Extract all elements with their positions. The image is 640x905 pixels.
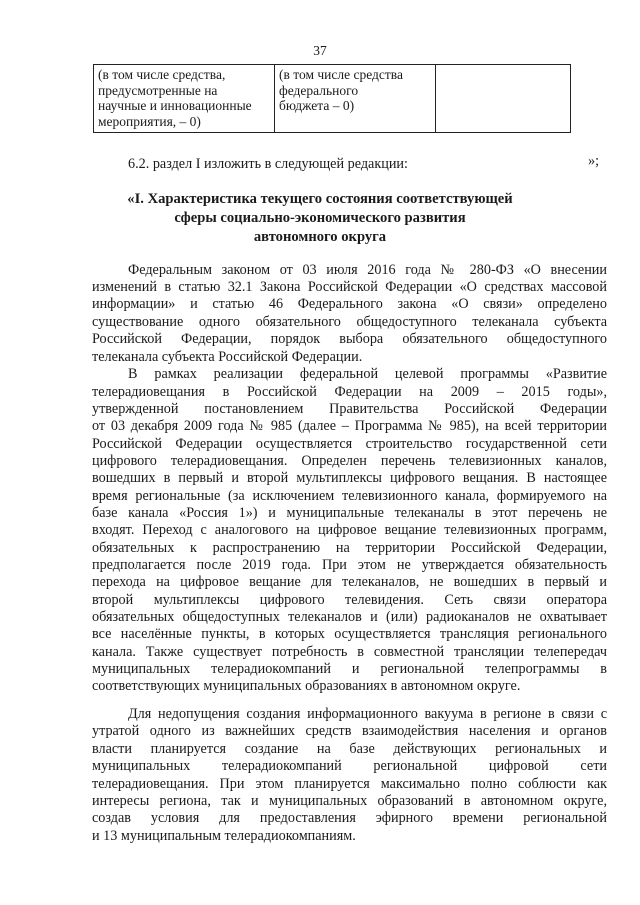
text-line: телерадиовещания. При этом планируется максимально полно соблюсти как — [92, 776, 607, 792]
table-cell-empty — [436, 65, 571, 133]
text-line: утратой одного из важнейших средств взаимодействия населения и органов — [92, 723, 607, 739]
text-line: перехода на цифровое вещание для телеканалов, не вошедших в первый и — [92, 574, 607, 590]
text-line: создав условия для предоставления эфирного времени региональной — [92, 810, 607, 826]
text-line: входят. Переход с аналогового на цифровое вещание телевизионных программ, — [92, 522, 607, 538]
cell-line: (в том числе средства, — [98, 67, 226, 82]
text-line: обязательных к распространению на территории Российской Федерации, — [92, 540, 607, 556]
text-line: второй мультиплексы цифрового телевидения. Сеть связи оператора — [92, 592, 607, 608]
text-line: канала. Также существует потребность в совместной трансляции телепередач — [92, 644, 607, 660]
section-intro: 6.2. раздел I изложить в следующей редакции: — [128, 156, 408, 172]
text-line: обязательных общедоступных телеканалов и (или) радиоканалов не охватывает — [92, 609, 607, 625]
text-line: муниципальных телерадиокомпаний региональной цифровой сети — [92, 758, 607, 774]
text-line: утвержденной постановлением Правительства Российской Федерации — [92, 401, 607, 417]
text-line: телеканала субъекта Российской Федерации. — [92, 349, 363, 365]
text-line: все населённые пункты, в которых осуществляется трансляция регионального — [92, 626, 607, 642]
text-line: вошедших в первый и второй мультиплексы цифрового вещания. В настоящее — [92, 470, 607, 486]
text-line: Для недопущения создания информационного вакуума в регионе в связи с — [128, 706, 607, 722]
text-line: соответствующих муниципальных образованиях в автономном округе. — [92, 678, 521, 694]
cell-line: предусмотренные на — [98, 82, 218, 98]
text-line: власти планируется создание на базе действующих региональных и — [92, 741, 607, 757]
cell-line: бюджета – 0) — [279, 98, 355, 113]
text-line: Российской Федерации осуществляется строительство государственной сети — [92, 436, 607, 452]
text-line: Российской Федерации, порядок выбора обязательного общедоступного — [92, 331, 607, 347]
text-line: базе канала «Россия 1») и муниципальные телеканалы в этот перечень не — [92, 505, 607, 521]
cell-line: федерального — [279, 82, 359, 98]
text-line: время региональные (за исключением телевизионного канала, формируемого на — [92, 488, 607, 504]
text-line: изменений в статью 32.1 Закона Российской Федерации «О средствах массовой — [92, 279, 607, 295]
text-line: от 03 декабря 2009 года № 985 (далее – Программа № 985), на всей территории — [92, 418, 607, 434]
text-line: муниципальных телерадиокомпаний и региональной телепрограммы в — [92, 661, 607, 677]
page-number: 37 — [313, 43, 327, 58]
cell-line: научные и инновационные — [98, 98, 252, 113]
table-cell — [275, 65, 436, 133]
quote-end: »; — [588, 153, 600, 169]
text-line: В рамках реализации федеральной целевой программы «Развитие — [128, 366, 607, 382]
budget-table — [93, 64, 571, 133]
text-line: Федеральным законом от 03 июля 2016 года № 280-ФЗ «О внесении — [128, 262, 607, 278]
section-heading-line: сферы социально-экономического развития — [174, 210, 466, 226]
text-line: информации» и статью 46 Федерального закона «О связи» определено — [92, 296, 607, 312]
text-line: телерадиовещания в Российской Федерации на 2009 – 2015 годы», — [92, 384, 607, 400]
text-line: цифрового телерадиовещания. Определен перечень телевизионных каналов, — [92, 453, 607, 469]
text-line: и 13 муниципальным телерадиокомпаниям. — [92, 828, 356, 844]
table-cell — [94, 65, 275, 133]
text-line: существование одного обязательного общедоступного телеканала субъекта — [92, 314, 607, 330]
text-line: предполагается после 2019 года. При этом не утверждается обязательность — [92, 557, 607, 573]
text-line: интересы региона, так и муниципальных образований в автономном округе, — [92, 793, 607, 809]
section-heading-line: автономного округа — [253, 229, 387, 245]
table-row — [94, 65, 571, 133]
section-heading-line: «I. Характеристика текущего состояния соответствующей — [127, 191, 513, 207]
cell-line: (в том числе средства — [279, 67, 403, 82]
cell-line: мероприятия, – 0) — [98, 113, 201, 129]
